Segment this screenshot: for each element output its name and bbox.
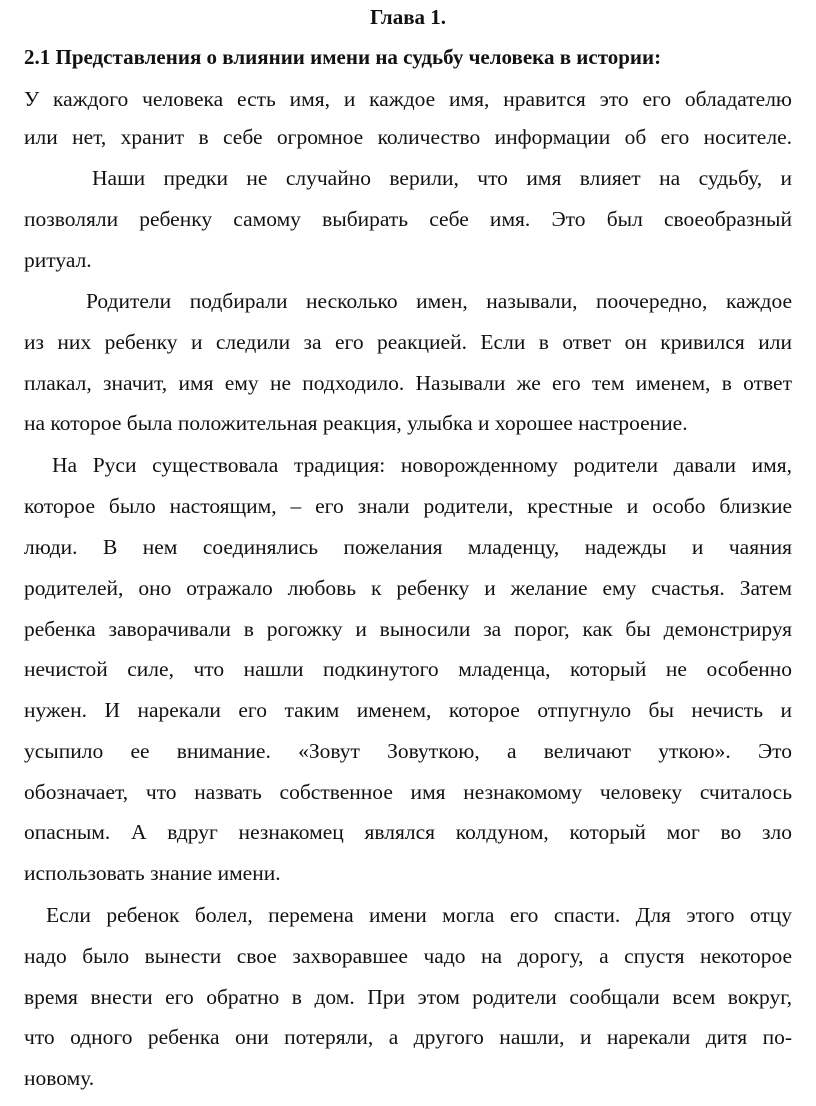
text-line: обозначает, что назвать собственное имя незнакомому человеку считалось bbox=[24, 780, 792, 804]
text-line: опасным. А вдруг незнакомец являлся колдуном, который мог во зло bbox=[24, 820, 792, 844]
text-line: нечистой силе, что нашли подкинутого младенца, который не особенно bbox=[24, 657, 792, 681]
text-line: использовать знание имени. bbox=[24, 861, 281, 885]
text-line: что одного ребенка они потеряли, а другого нашли, и нарекали дитя по- bbox=[24, 1025, 792, 1049]
text-line: Родители подбирали несколько имен, называли, поочередно, каждое bbox=[86, 289, 792, 313]
text-line: Если ребенок болел, перемена имени могла его спасти. Для этого отцу bbox=[46, 903, 792, 927]
text-line: родителей, оно отражало любовь к ребенку и желание ему счастья. Затем bbox=[24, 576, 792, 600]
text-line: ритуал. bbox=[24, 248, 92, 272]
text-line: На Руси существовала традиция: новорожденному родители давали имя, bbox=[52, 453, 792, 477]
text-line: которое было настоящим, – его знали родители, крестные и особо близкие bbox=[24, 494, 792, 518]
text-line: надо было вынести свое захворавшее чадо на дорогу, а спустя некоторое bbox=[24, 944, 792, 968]
text-line: или нет, хранит в себе огромное количество информации об его носителе. bbox=[24, 125, 792, 149]
text-line: усыпило ее внимание. «Зовут Зовуткою, а величают уткою». Это bbox=[24, 739, 792, 763]
text-line: ребенка заворачивали в рогожку и выносили за порог, как бы демонстрируя bbox=[24, 617, 792, 641]
text-line: У каждого человека есть имя, и каждое имя, нравится это его обладателю bbox=[24, 87, 792, 111]
text-line: нужен. И нарекали его таким именем, которое отпугнуло бы нечисть и bbox=[24, 698, 792, 722]
text-line: Наши предки не случайно верили, что имя влияет на судьбу, и bbox=[92, 166, 792, 190]
text-line: позволяли ребенку самому выбирать себе имя. Это был своеобразный bbox=[24, 207, 792, 231]
section-title: 2.1 Представления о влиянии имени на судьбу человека в истории: bbox=[24, 45, 662, 69]
chapter-title: Глава 1. bbox=[369, 5, 447, 29]
text-line: из них ребенку и следили за его реакцией. Если в ответ он кривился или bbox=[24, 330, 792, 354]
text-line: плакал, значит, имя ему не подходило. Называли же его тем именем, в ответ bbox=[24, 371, 792, 395]
text-line: на которое была положительная реакция, улыбка и хорошее настроение. bbox=[24, 411, 688, 435]
text-line: новому. bbox=[24, 1066, 95, 1090]
text-line: время внести его обратно в дом. При этом родители сообщали всем вокруг, bbox=[24, 985, 792, 1009]
text-line: люди. В нем соединялись пожелания младенцу, надежды и чаяния bbox=[24, 535, 792, 559]
